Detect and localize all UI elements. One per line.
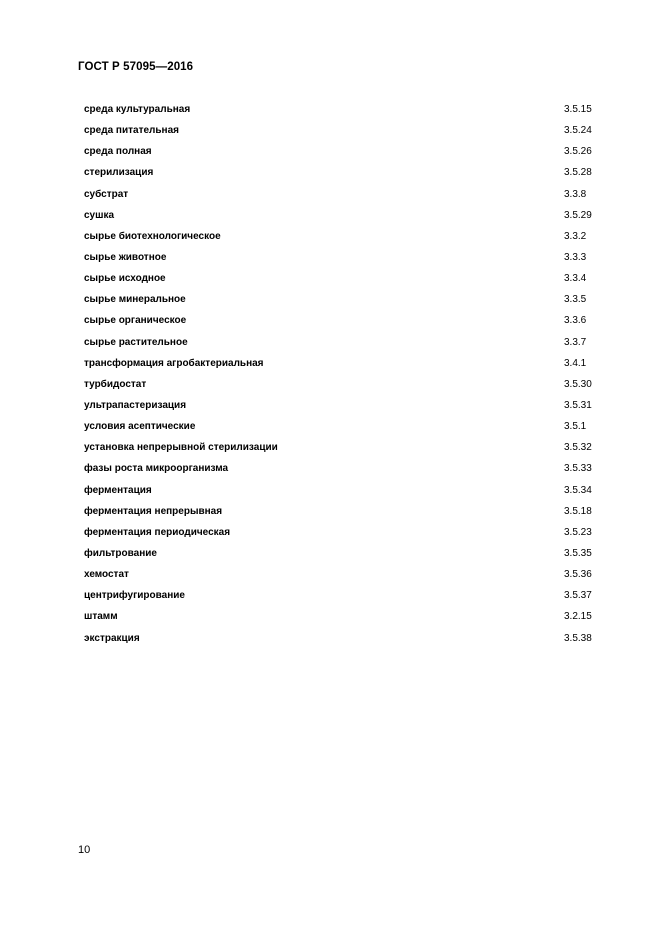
index-entry (84, 416, 595, 437)
index-entry (84, 522, 595, 543)
index-term: штамм (84, 611, 118, 623)
index-term: сырье растительное (84, 336, 188, 348)
page-header: ГОСТ Р 57095—2016 (78, 61, 194, 73)
index-entry (84, 99, 595, 120)
index-entry (84, 480, 595, 501)
index-clause-ref: 3.5.35 (564, 548, 592, 560)
index-term: фильтрование (84, 548, 157, 560)
index-entry (84, 374, 595, 395)
index-term: сырье исходное (84, 273, 166, 285)
index-term: условия асептические (84, 421, 196, 433)
index-term: стерилизация (84, 167, 154, 179)
index-entry (84, 120, 595, 141)
index-clause-ref: 3.5.38 (564, 632, 592, 644)
index-term: сырье минеральное (84, 294, 186, 306)
index-term: центрифугирование (84, 590, 185, 602)
term-index-list (84, 99, 595, 649)
index-term: ферментация непрерывная (84, 505, 223, 517)
index-clause-ref: 3.3.3 (564, 252, 587, 264)
index-term: хемостат (84, 569, 129, 581)
index-entry (84, 353, 595, 374)
index-clause-ref: 3.3.7 (564, 336, 587, 348)
index-clause-ref: 3.5.15 (564, 104, 592, 116)
index-entry (84, 247, 595, 268)
index-clause-ref: 3.5.34 (564, 484, 592, 496)
index-entry (84, 332, 595, 353)
index-clause-ref: 3.5.28 (564, 167, 592, 179)
index-clause-ref: 3.5.30 (564, 378, 592, 390)
index-clause-ref: 3.5.32 (564, 442, 592, 454)
index-clause-ref: 3.5.29 (564, 209, 592, 221)
index-clause-ref: 3.5.26 (564, 146, 592, 158)
index-entry (84, 289, 595, 310)
index-clause-ref: 3.5.24 (564, 125, 592, 137)
index-entry (84, 184, 595, 205)
index-clause-ref: 3.5.18 (564, 505, 592, 517)
index-entry (84, 226, 595, 247)
index-clause-ref: 3.3.8 (564, 188, 587, 200)
index-term: субстрат (84, 188, 129, 200)
index-entry (84, 162, 595, 183)
index-entry (84, 628, 595, 649)
index-entry (84, 458, 595, 479)
index-entry (84, 585, 595, 606)
index-entry (84, 564, 595, 585)
index-clause-ref: 3.4.1 (564, 357, 587, 369)
page-number: 10 (78, 844, 91, 856)
index-term: фазы роста микроорганизма (84, 463, 229, 475)
index-clause-ref: 3.5.37 (564, 590, 592, 602)
index-clause-ref: 3.5.36 (564, 569, 592, 581)
index-clause-ref: 3.2.15 (564, 611, 592, 623)
index-entry (84, 141, 595, 162)
index-clause-ref: 3.5.23 (564, 526, 592, 538)
index-term: трансформация агробактериальная (84, 357, 264, 369)
index-clause-ref: 3.3.2 (564, 230, 587, 242)
index-term: сырье биотехнологическое (84, 230, 221, 242)
index-term: среда полная (84, 146, 152, 158)
index-clause-ref: 3.5.31 (564, 400, 592, 412)
index-term: установка непрерывной стерилизации (84, 442, 278, 454)
index-term: ферментация периодическая (84, 526, 231, 538)
index-term: экстракция (84, 632, 140, 644)
index-term: сырье животное (84, 252, 167, 264)
index-term: среда культуральная (84, 104, 191, 116)
index-entry (84, 437, 595, 458)
index-term: турбидостат (84, 378, 147, 390)
index-term: среда питательная (84, 125, 179, 137)
index-entry (84, 310, 595, 331)
index-term: сырье органическое (84, 315, 187, 327)
index-entry (84, 268, 595, 289)
index-entry (84, 205, 595, 226)
index-clause-ref: 3.3.4 (564, 273, 587, 285)
index-term: ультрапастеризация (84, 400, 187, 412)
index-clause-ref: 3.5.33 (564, 463, 592, 475)
index-clause-ref: 3.3.6 (564, 315, 587, 327)
index-entry (84, 606, 595, 627)
index-entry (84, 543, 595, 564)
index-term: ферментация (84, 484, 152, 496)
index-clause-ref: 3.5.1 (564, 421, 587, 433)
index-clause-ref: 3.3.5 (564, 294, 587, 306)
index-entry (84, 395, 595, 416)
index-term: сушка (84, 209, 115, 221)
index-entry (84, 501, 595, 522)
